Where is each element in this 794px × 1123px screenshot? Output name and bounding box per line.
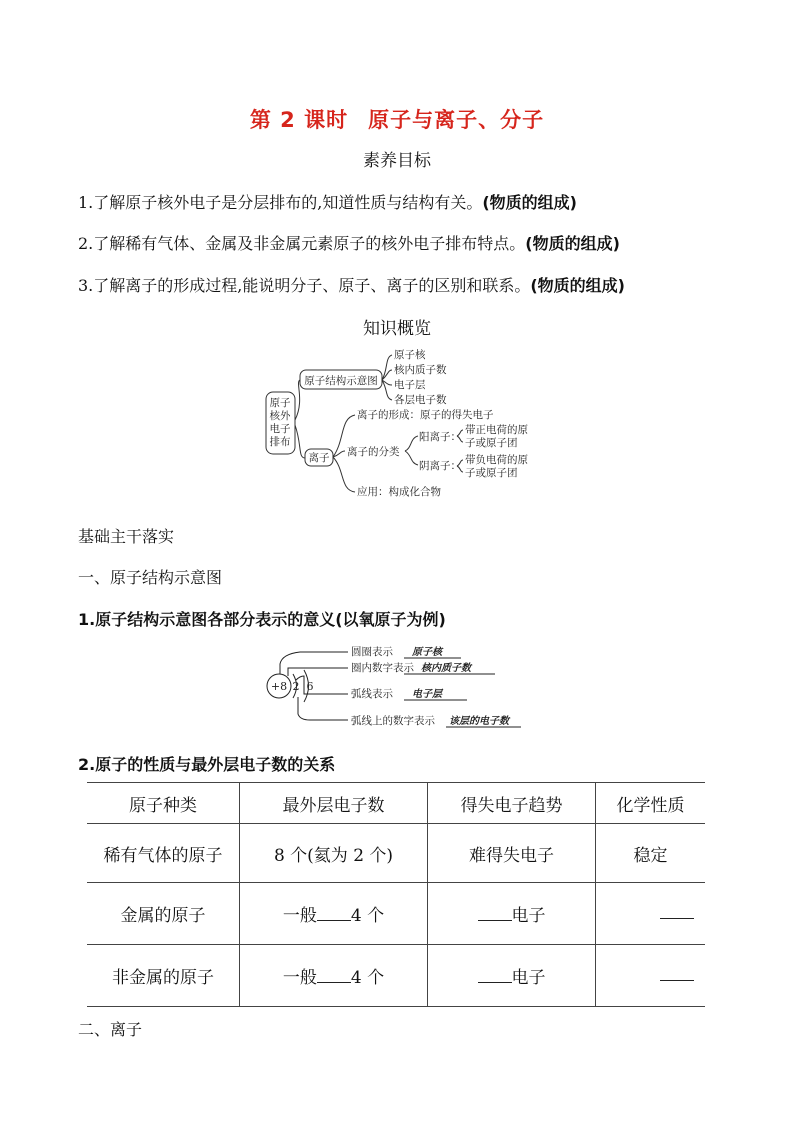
- section-heading-1: 一、原子结构示意图: [78, 568, 223, 587]
- answer-blank[interactable]: [660, 966, 694, 981]
- table-header: 最外层电子数: [240, 783, 428, 824]
- table-row: [87, 883, 705, 945]
- shell1-count: 2: [292, 680, 300, 693]
- diagram-answer: 原子核: [412, 647, 442, 658]
- mindmap-cation-desc: 带正电荷的原: [465, 424, 528, 436]
- diagram-answer: 电子层: [412, 689, 442, 700]
- table-row: [87, 824, 705, 883]
- table-header: 原子种类: [87, 783, 240, 824]
- diagram-label: 弧线上的数字表示: [351, 715, 435, 727]
- mindmap-root-line: 核外: [269, 410, 291, 422]
- mindmap-application: 应用：构成化合物: [357, 486, 441, 498]
- properties-table: [87, 782, 705, 1007]
- mindmap-root-line: 电子: [269, 423, 291, 435]
- mindmap-branch1-item: 电子层: [394, 379, 426, 391]
- shell2-count: 6: [306, 680, 314, 693]
- mindmap-anion-desc: 带负电荷的原: [465, 454, 528, 466]
- mindmap-root-line: 原子: [269, 397, 291, 409]
- answer-blank[interactable]: [660, 904, 694, 919]
- table-cell: 金属的原子: [87, 883, 240, 945]
- table-cell: 一般 4 个: [240, 883, 428, 945]
- mindmap-cation: 阳离子：: [419, 431, 461, 443]
- diagram-label: 圈内数字表示: [351, 662, 414, 674]
- mindmap-branch1-item: 核内质子数: [394, 364, 447, 376]
- goals-heading: 素养目标: [363, 151, 431, 171]
- table-row: [87, 945, 705, 1007]
- goal-text: 2.了解稀有气体、金属及非金属元素原子的核外电子排布特点。: [78, 234, 526, 253]
- table-cell: 稳定: [596, 824, 706, 883]
- basics-heading: 基础主干落实: [78, 527, 175, 546]
- mindmap-classification: 离子的分类: [347, 446, 400, 458]
- diagram-label: 圆圈表示: [351, 646, 393, 658]
- subheading-1: 1.原子结构示意图各部分表示的意义(以氧原子为例): [78, 610, 446, 629]
- table-header: 化学性质: [596, 783, 706, 824]
- nucleus-charge: +8: [270, 680, 288, 693]
- table-cell: [596, 945, 706, 1007]
- answer-blank[interactable]: [317, 968, 351, 983]
- table-cell: 非金属的原子: [87, 945, 240, 1007]
- mindmap-branch1-label: 原子结构示意图: [304, 375, 378, 387]
- answer-blank[interactable]: [317, 906, 351, 921]
- table-cell: 电子: [428, 883, 596, 945]
- overview-heading: 知识概览: [363, 319, 431, 339]
- table-cell: 稀有气体的原子: [87, 824, 240, 883]
- mindmap-branch1-item: 原子核: [394, 349, 426, 361]
- mindmap-anion-desc: 子或原子团: [465, 467, 518, 479]
- answer-blank[interactable]: [478, 968, 512, 983]
- goal-text: 3.了解离子的形成过程,能说明分子、原子、离子的区别和联系。: [78, 276, 531, 295]
- mindmap-branch2-label: 离子: [308, 452, 330, 464]
- mindmap-anion: 阴离子：: [419, 460, 461, 472]
- oxygen-atom-diagram: [267, 645, 521, 727]
- table-cell: 8 个(氦为 2 个): [240, 824, 428, 883]
- table-cell: 电子: [428, 945, 596, 1007]
- mindmap-branch1-item: 各层电子数: [394, 394, 447, 406]
- diagram-label: 弧线表示: [351, 688, 393, 700]
- goal-tag: (物质的组成): [530, 276, 625, 295]
- goal-tag: (物质的组成): [482, 193, 577, 212]
- table-cell: 难得失电子: [428, 824, 596, 883]
- section-heading-2: 二、离子: [78, 1020, 143, 1039]
- goal-tag: (物质的组成): [525, 234, 620, 253]
- mindmap-cation-desc: 子或原子团: [465, 437, 518, 449]
- mindmap-formation: 离子的形成：原子的得失电子: [357, 409, 494, 421]
- goal-text: 1.了解原子核外电子是分层排布的,知道性质与结构有关。: [78, 193, 483, 212]
- table-header: 得失电子趋势: [428, 783, 596, 824]
- lesson-number: 第 2 课时: [249, 108, 349, 132]
- diagram-answer: 核内质子数: [421, 663, 471, 674]
- table-cell: 一般 4 个: [240, 945, 428, 1007]
- lesson-topic: 原子与离子、分子: [368, 108, 545, 132]
- table-cell: [596, 883, 706, 945]
- mindmap-root-line: 排布: [269, 436, 291, 448]
- diagram-answer: 该层的电子数: [449, 716, 509, 727]
- answer-blank[interactable]: [478, 906, 512, 921]
- subheading-2: 2.原子的性质与最外层电子数的关系: [78, 755, 336, 774]
